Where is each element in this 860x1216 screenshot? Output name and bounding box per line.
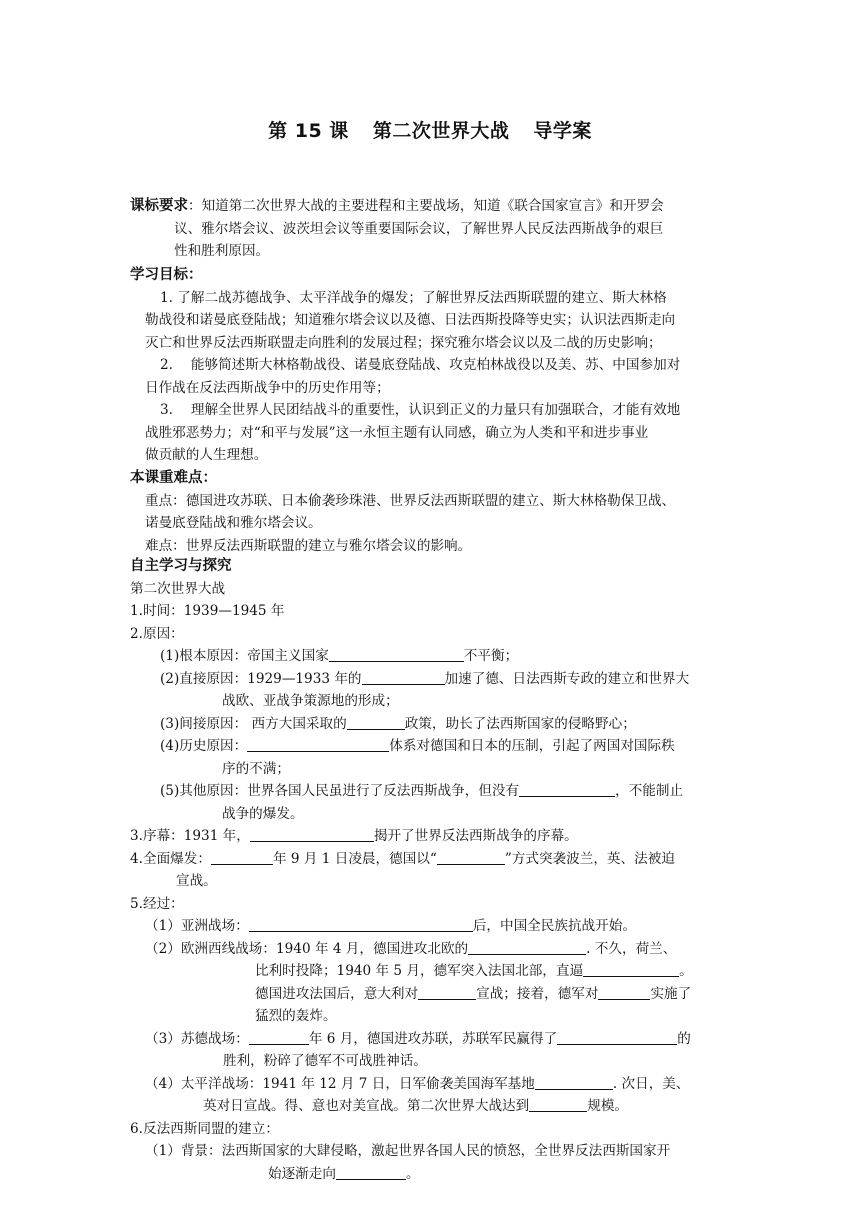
fill-blank[interactable] — [347, 715, 405, 730]
alliance-text: 。 — [405, 1165, 420, 1182]
lesson-number: 第 15 课 — [268, 120, 349, 142]
cause-text: 战争的爆发。 — [222, 805, 304, 822]
fill-blank[interactable] — [583, 962, 679, 977]
objective-line: 3. 理解全世界人民团结战斗的重要性，认识到正义的力量只有加强联合，才能有效地 — [160, 402, 681, 418]
fill-blank[interactable] — [211, 850, 273, 865]
outbreak-text: 宣战。 — [176, 873, 217, 889]
keypoint-line: 诺曼底登陆战和雅尔塔会议。 — [145, 515, 322, 531]
cause-text: (5)其他原因：世界各国人民虽进行了反法西斯战争，但没有 — [160, 783, 520, 799]
cause-text: (3)间接原因： 西方大国采取的 — [160, 715, 347, 732]
course-text: 后，中国全民族抗战开始。 — [472, 918, 636, 934]
alliance-text: 始逐渐走向 — [268, 1165, 336, 1182]
objective-line: 1. 了解二战苏德战争、太平洋战争的爆发；了解世界反法西斯联盟的建立、斯大林格 — [160, 289, 667, 306]
course-text: 规模。 — [587, 1098, 629, 1114]
course-text: （1）亚洲战场： — [145, 918, 249, 934]
cause-text: (2)直接原因：1929—1933 年的 — [160, 670, 362, 687]
fill-blank[interactable] — [362, 670, 445, 685]
study-heading: 自主学习与探究 — [130, 558, 232, 574]
course-text: 。 — [679, 963, 693, 979]
cause-text: 政策，助长了法西斯国家的侵略野心； — [404, 715, 636, 732]
objectives-section — [130, 264, 680, 467]
course-text: 猛烈的轰炸。 — [255, 1008, 337, 1024]
objective-line: 2. 能够简述斯大林格勒战役、诺曼底登陆战、攻克柏林战役以及美、苏、中国参加对 — [160, 357, 681, 373]
course-text: . 次日，美、 — [612, 1075, 690, 1092]
cause-text: (4)历史原因： — [160, 738, 248, 754]
curriculum-line: 性和胜利原因。 — [174, 243, 270, 259]
course-text: 实施了 — [650, 985, 692, 1002]
outbreak-text: ”方式突袭波兰，英、法被迫 — [504, 850, 675, 867]
fill-blank[interactable] — [250, 827, 374, 842]
alliance-text: （1）背景：法西斯国家的大肆侵略，激起世界各国人民的愤怒，全世界反法西斯国家开 — [145, 1143, 671, 1159]
fill-blank[interactable] — [468, 940, 586, 955]
course-text: 英对日宣战。得、意也对美宣战。第二次世界大战达到 — [203, 1098, 530, 1114]
time-line: 1.时间：1939—1945 年 — [130, 603, 285, 619]
keypoints-section — [130, 467, 675, 557]
fill-blank[interactable] — [249, 1030, 309, 1045]
curriculum-line: 议、雅尔塔会议、波茨坦会议等重要国际会议，了解世界人民反法西斯战争的艰巨 — [174, 220, 664, 237]
alliance-heading: 6.反法西斯同盟的建立： — [130, 1120, 279, 1137]
course-text: （2）欧洲西线战场：1940 年 4 月，德国进攻北欧的 — [145, 940, 469, 957]
lesson-topic: 第二次世界大战 — [372, 120, 510, 142]
objective-line: 做贡献的人生理想。 — [145, 447, 268, 463]
fill-blank[interactable] — [529, 1097, 587, 1112]
course-text: 宣战；接着，德军对 — [476, 985, 599, 1002]
course-text: 德国进攻法国后，意大利对 — [255, 985, 419, 1002]
cause-text: ，不能制止 — [615, 783, 684, 799]
fill-blank[interactable] — [557, 1030, 677, 1045]
curriculum-heading: 课标要求 — [130, 198, 188, 214]
course-heading: 5.经过： — [130, 895, 184, 912]
course-text: 的 — [677, 1030, 691, 1047]
keypoints-heading: 本课重难点： — [130, 470, 217, 486]
curriculum-section: 课标要求：知道第二次世界大战的主要进程和主要战场，知道《联合国家宣言》和开罗会 议、雅尔塔会议、波茨坦会议等重要国际会议，了解世界人民反法西斯战争的艰巨 性和胜利原因。 — [130, 195, 664, 263]
study-subtitle: 第二次世界大战 — [130, 580, 226, 597]
fill-blank[interactable] — [247, 737, 389, 752]
fill-blank[interactable] — [598, 985, 650, 1000]
outbreak-text: 年 9 月 1 日凌晨，德国以“ — [272, 850, 437, 867]
curriculum-line: 知道第二次世界大战的主要进程和主要战场，知道《联合国家宣言》和开罗会 — [201, 198, 664, 214]
fill-blank[interactable] — [336, 1165, 406, 1180]
fill-blank[interactable] — [519, 782, 615, 797]
page-title — [0, 116, 860, 143]
cause-text: 战欧、亚战争策源地的形成； — [222, 693, 399, 709]
course-text: . 不久，荷兰、 — [586, 940, 677, 957]
outbreak-text: 4.全面爆发： — [130, 850, 211, 867]
course-text: （3）苏德战场： — [145, 1030, 249, 1047]
course-text: （4）太平洋战场：1941 年 12 月 7 日，日军偷袭美国海军基地 — [145, 1075, 535, 1092]
cause-text: 体系对德国和日本的压制，引起了两国对国际秩 — [389, 738, 675, 754]
cause-text: 序的不满； — [222, 760, 290, 777]
fill-blank[interactable] — [535, 1075, 613, 1090]
cause-text: 不平衡； — [463, 648, 519, 664]
fill-blank[interactable] — [437, 850, 505, 865]
doc-type: 导学案 — [533, 120, 592, 142]
fill-blank[interactable] — [249, 917, 473, 932]
prelude-text: 3.序幕：1931 年， — [130, 828, 250, 844]
objective-line: 日作战在反法西斯战争中的历史作用等； — [145, 379, 390, 396]
fill-blank[interactable] — [329, 647, 464, 662]
prelude-text: 揭开了世界反法西斯战争的序幕。 — [373, 828, 578, 844]
objectives-heading: 学习目标： — [130, 267, 203, 283]
objective-line: 战胜邪恶势力；对“和平与发展”这一永恒主题有认同感，确立为人类和平和进步事业 — [145, 424, 649, 441]
cause-heading: 2.原因： — [130, 625, 184, 642]
difficulty-line: 难点：世界反法西斯联盟的建立与雅尔塔会议的影响。 — [145, 537, 472, 554]
course-text: 年 6 月，德国进攻苏联，苏联军民赢得了 — [308, 1030, 558, 1047]
cause-text: 加速了德、日法西斯专政的建立和世界大 — [444, 670, 690, 687]
objective-line: 勒战役和诺曼底登陆战；知道雅尔塔会议以及德、日法西斯投降等史实；认识法西斯走向 — [145, 312, 676, 328]
fill-blank[interactable] — [418, 985, 476, 1000]
course-text: 比利时投降；1940 年 5 月，德军突入法国北部，直逼 — [255, 963, 584, 979]
study-section — [130, 555, 693, 1185]
cause-text: (1)根本原因：帝国主义国家 — [160, 648, 329, 664]
course-text: 胜利，粉碎了德军不可战胜神话。 — [223, 1053, 427, 1069]
keypoint-line: 重点：德国进攻苏联、日本偷袭珍珠港、世界反法西斯联盟的建立、斯大林格勒保卫战、 — [145, 492, 676, 509]
objective-line: 灭亡和世界反法西斯联盟走向胜利的发展过程；探究雅尔塔会议以及二战的历史影响； — [145, 334, 662, 351]
